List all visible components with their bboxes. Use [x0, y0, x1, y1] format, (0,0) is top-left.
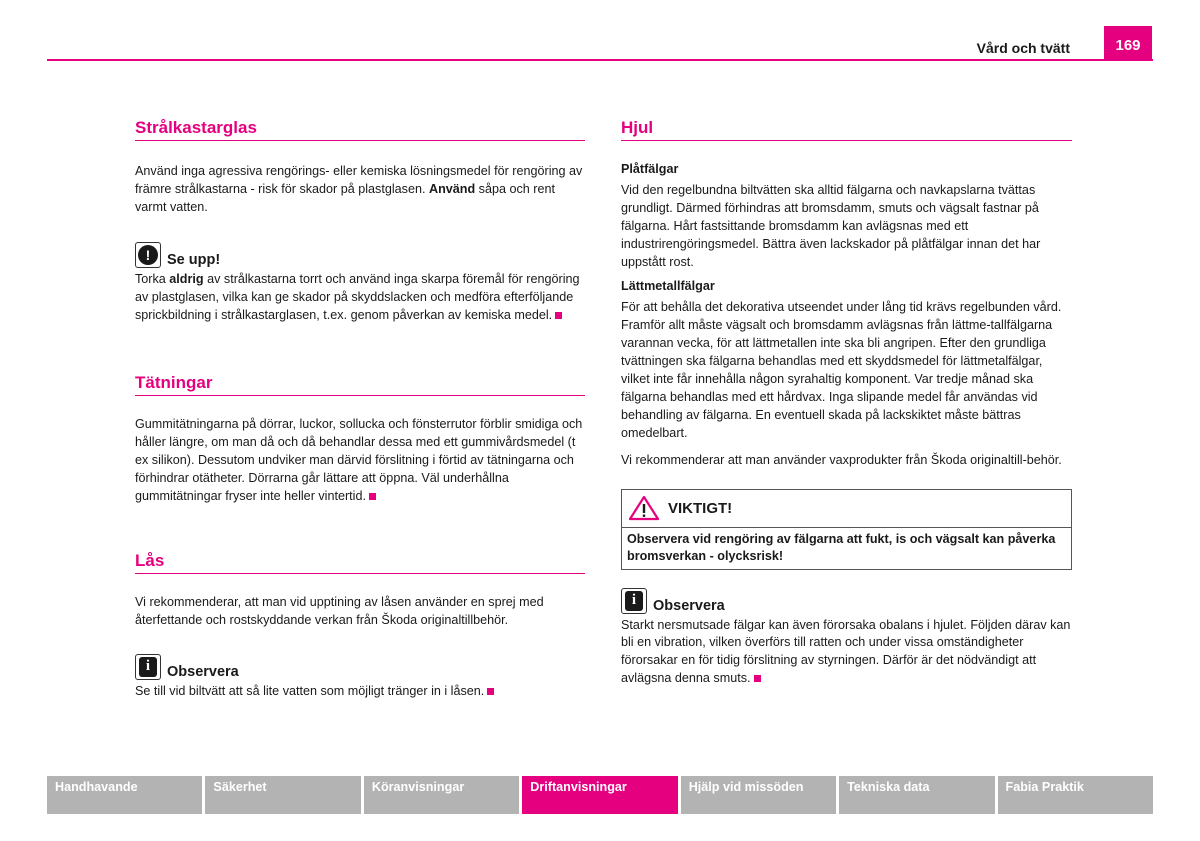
right-column [621, 118, 1072, 688]
header-divider [47, 59, 1153, 61]
caution-heading [135, 242, 585, 268]
note-heading-wheels [621, 588, 1072, 614]
paragraph-steel-rims: Vid den regelbundna biltvätten ska alltid fälgarna och navkapslarna tvättas grundligt. Därmed förhindras att bromsdamm, smuts och vägsalt fastnar på fälgarna. Hårt fastsittande bromsdamm kan avlägsnas med ett industrirengöringsmedel. Bättra även lackskador på plåtfälgar innan det har uppstått rost. [621, 182, 1041, 269]
paragraph-seals: Gummitätningarna på dörrar, luckor, sollucka och fönsterrutor förblir smidiga och håller längre, om man då och då behandlar dessa med ett gummivårdsmedel (t ex silikon). Dessutom undviker man därvid förslitning i förtid av tätningarna och förhindrar otätheter. Dörrarna går lättare att öppna. Väl underhållna gummitätningar fryser inte heller vintertid. [135, 417, 583, 504]
exclamation-circle-icon: ! [135, 242, 161, 268]
note-text-locks: Se till vid biltvätt att så lite vatten som möjligt tränger in i låsen. [135, 683, 585, 701]
section-title-seals: Tätningar [135, 373, 585, 396]
stop-square-icon [487, 688, 494, 695]
info-icon: i [621, 588, 647, 614]
tab-sakerhet[interactable]: Säkerhet [205, 776, 360, 814]
section-title-wheels: Hjul [621, 118, 1072, 141]
page-number: 169 [1104, 26, 1152, 60]
subheading-steel-rims: Plåtfälgar [621, 162, 679, 176]
caution-label: Se upp! [167, 251, 221, 268]
tab-fabia-praktik[interactable]: Fabia Praktik [998, 776, 1153, 814]
stop-square-icon [369, 493, 376, 500]
info-icon: i [135, 654, 161, 680]
paragraph-locks: Vi rekommenderar, att man vid upptining av låsen använder en sprej med återfettande och rostskyddande verkan från Škoda originaltillbehör. [135, 594, 544, 627]
stop-square-icon [555, 312, 562, 319]
section-title-headlight-glass: Strålkastarglas [135, 118, 585, 141]
warning-heading [622, 490, 1071, 528]
note-label: Observera [653, 597, 725, 614]
tab-hjalp-vid-missoden[interactable]: Hjälp vid missöden [681, 776, 836, 814]
chapter-nav [47, 776, 1153, 814]
section-title-locks: Lås [135, 551, 585, 574]
warning-label: VIKTIGT! [668, 499, 733, 517]
subheading-alloy-rims: Lättmetallfälgar [621, 279, 715, 294]
warning-box [621, 489, 1072, 570]
section-header-title: Vård och tvätt [976, 40, 1070, 56]
caution-text: Torka aldrig av strålkastarna torrt och använd inga skarpa föremål för rengöring av plastglasen, vilka kan ge skador på skyddslacken och medföra efterföljande sprickbildning i strålkastarglasen, t.ex. genom påverkan av kemiska medel. [135, 271, 580, 322]
paragraph-recommendation: Vi rekommenderar att man använder vaxprodukter från Škoda originaltill-behör. [621, 452, 1062, 467]
warning-text: Observera vid rengöring av fälgarna att fukt, is och vägsalt kan påverka bromsverkan - olycksrisk! [627, 531, 1056, 563]
tab-tekniska-data[interactable]: Tekniska data [839, 776, 994, 814]
note-text-wheels: Starkt nersmutsade fälgar kan även förorsaka obalans i hjulet. Följden därav kan bli en vibration, vilken överförs till ratten och under vissa omständigheter förorsakar en för tidig förslitning av styrningen. Därför är det nödvändigt att avlägsna denna smuts. [621, 617, 1071, 686]
paragraph-headlight-glass: Använd inga agressiva rengörings- eller kemiska lösningsmedel för rengöring av främre strålkastarna - risk för skador på plastglasen. Använd såpa och rent varmt vatten. [135, 164, 583, 214]
paragraph-alloy-rims: För att behålla det dekorativa utseendet under lång tid krävs regelbunden vård. Framför allt måste vägsalt och bromsdamm avlägsnas från lättme-tallfälgarna varannan vecka, för att lättmetallen inte ska bli angripen. Efter den grundliga tvättningen ska fälgarna behandlas med ett skyddsmedel för lättmetalfälgar, vilket inte får innehålla någon syrahaltig komponent. Var tredje månad ska fälgarna behandlas med ett hårdvax. Inga slipande medel får användas vid behandling av fälgarna. En eventuell skada på lackskiktet måste bättras omedelbart. [621, 300, 1062, 440]
tab-driftanvisningar[interactable]: Driftanvisningar [522, 776, 677, 814]
note-label: Observera [167, 663, 239, 680]
note-heading-locks [135, 654, 585, 680]
tab-koranvisningar[interactable]: Köranvisningar [364, 776, 519, 814]
left-column [135, 118, 585, 701]
tab-handhavande[interactable]: Handhavande [47, 776, 202, 814]
stop-square-icon [754, 675, 761, 682]
warning-triangle-icon [628, 495, 660, 521]
